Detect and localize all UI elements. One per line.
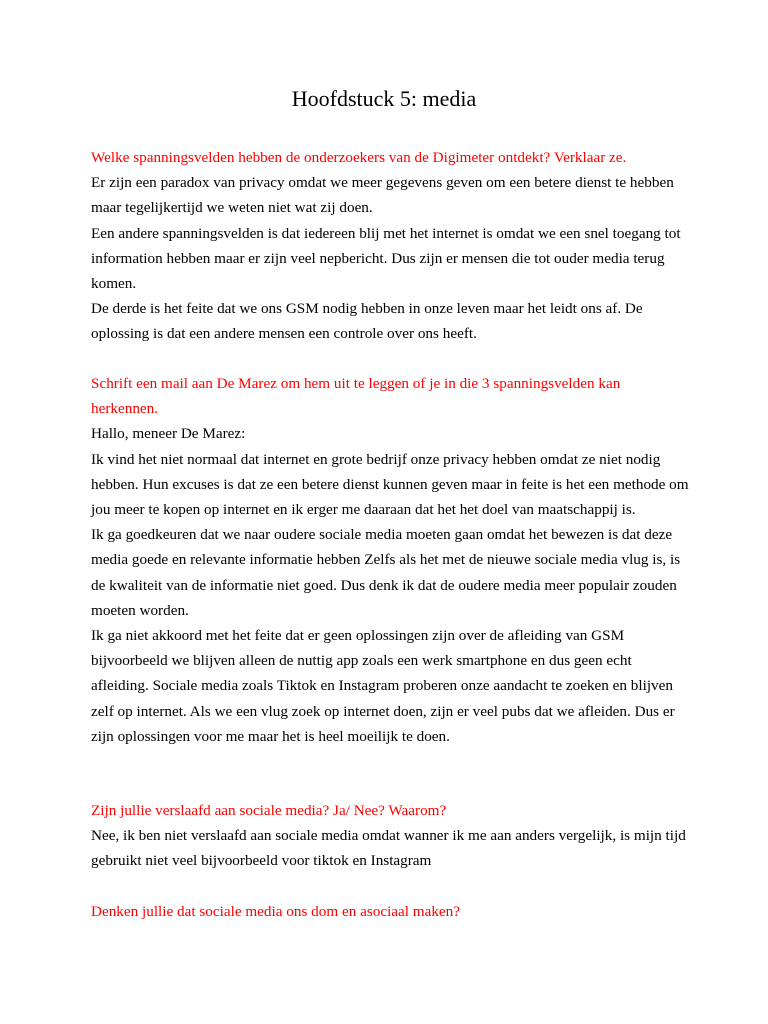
section-4 [91, 899, 691, 924]
answer-1-paragraph-2: Een andere spanningsvelden is dat iedereen blij met het internet is omdat we een snel toegang tot information hebben maar er zijn veel nepbericht. Dus zijn er mensen die tot ouder media terug komen. [91, 224, 681, 293]
answer-2-paragraph-1: Ik vind het niet normaal dat internet en grote bedrijf onze privacy hebben omdat ze niet nodig hebben. Hun excuses is dat ze een betere dienst kunnen geven maar in feite is het een methode om jou meer te kopen op internet en ik erger me daaraan dat het het doel van maatschappij is. [91, 450, 689, 519]
answer-1-paragraph-3: De derde is het feite dat we ons GSM nodig hebben in onze leven maar het leidt ons af. De oplossing is dat een andere mensen een controle over ons heeft. [91, 300, 643, 343]
section-1 [91, 145, 691, 347]
question-1: Welke spanningsvelden hebben de onderzoekers van de Digimeter ontdekt? Verklaar ze. [91, 149, 627, 166]
answer-2-paragraph-3: Ik ga niet akkoord met het feite dat er geen oplossingen zijn over de afleiding van GSM bijvoorbeeld we blijven alleen de nuttig app zoals een werk smartphone en dus geen echt afleiding. Sociale media zoals Tiktok en Instagram proberen onze aandacht te zoeken en blijven zelf op internet. Als we een vlug zoek op internet doen, zijn er veel pubs dat we afleiden. Dus er zijn oplossingen voor me maar het is heel moeilijk te doen. [91, 627, 675, 745]
section-2 [91, 371, 691, 749]
question-3: Zijn jullie verslaafd aan sociale media? Ja/ Nee? Waarom? [91, 802, 447, 819]
section-3 [91, 798, 691, 874]
question-2: Schrift een mail aan De Marez om hem uit te leggen of je in die 3 spanningsvelden kan herkennen. [91, 375, 621, 418]
answer-2-paragraph-2: Ik ga goedkeuren dat we naar oudere sociale media moeten gaan omdat het bewezen is dat deze media goede en relevante informatie hebben Zelfs als het met de nieuwe sociale media vlug is, is de kwaliteit van de informatie niet goed. Dus denk ik dat de oudere media meer populair zouden moeten worden. [91, 526, 681, 619]
question-4: Denken jullie dat sociale media ons dom en asociaal maken? [91, 903, 461, 920]
mail-greeting: Hallo, meneer De Marez: [91, 425, 246, 443]
answer-3-paragraph-1: Nee, ik ben niet verslaafd aan sociale media omdat wanner ik me aan anders vergelijk, is mijn tijd gebruikt niet veel bijvoorbeeld voor tiktok en Instagram [91, 827, 686, 870]
page-title: Hoofdstuck 5: media [291, 86, 477, 111]
answer-1-paragraph-1: Er zijn een paradox van privacy omdat we meer gegevens geven om een betere dienst te hebben maar tegelijkertijd we weten niet wat zij doen. [91, 174, 674, 217]
